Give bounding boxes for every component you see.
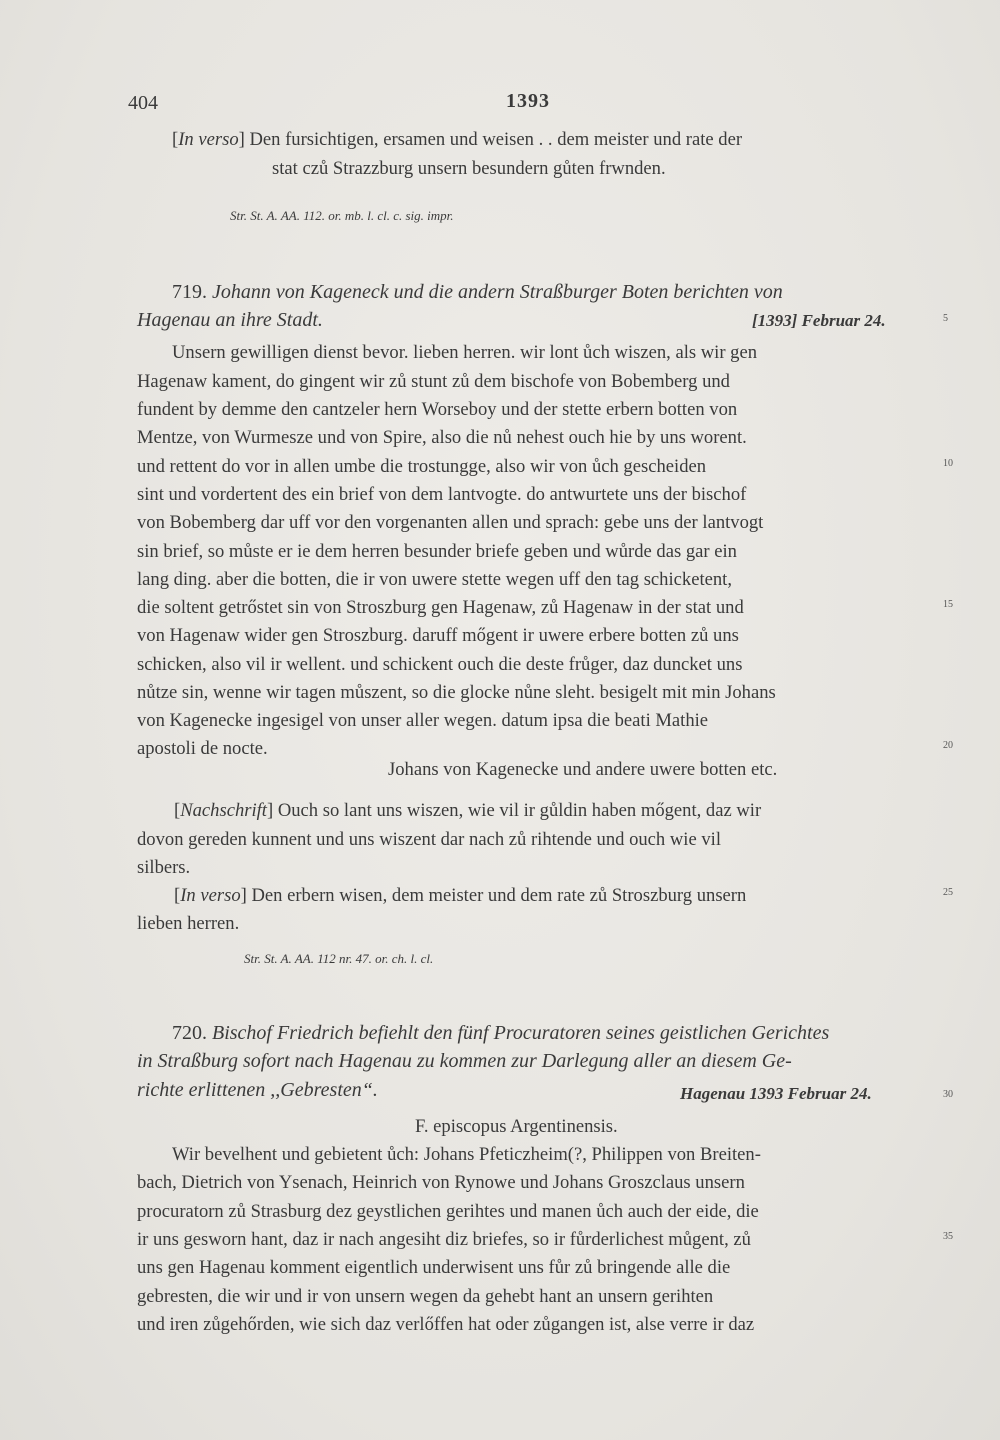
text-line: ir uns gesworn hant, daz ir nach angesiht diz briefes, so ir fůrderlichest můgent, zů — [137, 1229, 751, 1250]
document-title-719-cont: Hagenau an ihre Stadt. — [137, 309, 323, 331]
text-line: von Bobemberg dar uff vor den vorgenanten allen und sprach: gebe uns der lantvogt — [137, 512, 764, 533]
text-line: bach, Dietrich von Ysenach, Heinrich von Rynowe und Johans Groszclaus unsern — [137, 1172, 745, 1193]
archive-reference: Str. St. A. AA. 112. or. mb. l. cl. c. sig. impr. — [230, 208, 454, 223]
text-line: und iren zůgehőrden, wie sich daz verlőffen hat oder zůgangen ist, alse verre ir daz — [137, 1314, 755, 1335]
text-line: und rettent do vor in allen umbe die trostungge, also wir von ůch gescheiden — [137, 456, 707, 477]
verso-line-2: lieben herren. — [137, 913, 240, 934]
document-title-720-end: richte erlittenen ,,Gebresten“. — [137, 1079, 378, 1101]
text-line: Unsern gewilligen dienst bevor. lieben herren. wir lont ůch wiszen, als wir gen — [172, 342, 758, 363]
text-line: von Hagenaw wider gen Stroszburg. daruff mőgent ir uwere erbere botten zů uns — [137, 625, 739, 646]
document-date-720: Hagenau 1393 Februar 24. — [680, 1084, 872, 1103]
text-line: Mentze, von Wurmesze und von Spire, also die nů nehest ouch hie by uns worent. — [137, 427, 747, 448]
text-line: von Kagenecke ingesigel von unser aller wegen. datum ipsa die beati Mathie — [137, 710, 709, 731]
document-title-719: 719. Johann von Kageneck und die andern Straßburger Boten berichten von — [172, 281, 783, 303]
text-line: die soltent getrőstet sin von Stroszburg gen Hagenaw, zů Hagenaw in der stat und — [137, 597, 744, 618]
line-number: 15 — [943, 599, 953, 610]
line-number: 20 — [943, 740, 953, 751]
text-line: gebresten, die wir und ir von unsern wegen da gehebt hant an unsern gerihten — [137, 1286, 714, 1307]
text-line: sint und vordertent des ein brief von dem lantvogte. do antwurtete uns der bischof — [137, 484, 747, 505]
line-number: 30 — [943, 1089, 953, 1100]
line-number: 5 — [943, 313, 948, 324]
text-line: Hagenaw kament, do gingent wir zů stunt zů dem bischofe von Bobemberg und — [137, 371, 730, 392]
line-number: 35 — [943, 1231, 953, 1242]
text-line: sin brief, so můste er ie dem herren besunder briefe geben und wůrde das gar ein — [137, 541, 737, 562]
verso-address-line-1: [In verso] Den fursichtigen, ersamen und weisen . . dem meister und rate der — [172, 129, 743, 150]
page-number: 404 — [128, 92, 158, 114]
document-title-720: 720. Bischof Friedrich befiehlt den fünf Procuratoren seines geistlichen Gerichtes — [172, 1022, 830, 1044]
running-year: 1393 — [506, 90, 550, 112]
verso-line-1: [In verso] Den erbern wisen, dem meister und dem rate zů Stroszburg unsern — [174, 885, 747, 906]
text-line: nůtze sin, wenne wir tagen můszent, so die glocke nůne sleht. besigelt mit min Johans — [137, 682, 776, 703]
text-line: apostoli de nocte. — [137, 738, 268, 759]
text-line: Wir bevelhent und gebietent ůch: Johans Pfeticzheim(?, Philippen von Breiten- — [172, 1144, 761, 1165]
verso-address-line-2: stat czů Strazzburg unsern besundern gůten frwnden. — [272, 158, 666, 179]
text-line: procuratorn zů Strasburg dez geystlichen gerihtes und manen ůch auch der eide, die — [137, 1201, 759, 1222]
line-number: 10 — [943, 458, 953, 469]
archive-reference-719: Str. St. A. AA. 112 nr. 47. or. ch. l. cl. — [244, 951, 434, 966]
line-number: 25 — [943, 887, 953, 898]
postscript-line-2: dovon gereden kunnent und uns wiszent dar nach zů rihtende und ouch wie vil — [137, 829, 721, 850]
document-title-720-cont: in Straßburg sofort nach Hagenau zu kommen zur Darlegung aller an diesem Ge- — [137, 1050, 792, 1072]
document-date-719: [1393] Februar 24. — [752, 311, 886, 330]
signature-line: Johans von Kagenecke und andere uwere botten etc. — [388, 759, 778, 780]
addressee-line: F. episcopus Argentinensis. — [415, 1116, 618, 1137]
text-line: fundent by demme den cantzeler hern Worseboy und der stette erbern botten von — [137, 399, 738, 420]
text-line: lang ding. aber die botten, die ir von uwere stette wegen uff den tag schicketent, — [137, 569, 732, 590]
text-line: schicken, also vil ir wellent. und schickent ouch die deste frůger, daz duncket uns — [137, 654, 743, 675]
text-line: uns gen Hagenau komment eigentlich underwisent uns fůr zů bringende alle die — [137, 1257, 731, 1278]
postscript-line-3: silbers. — [137, 857, 191, 878]
postscript-line-1: [Nachschrift] Ouch so lant uns wiszen, wie vil ir gůldin haben mőgent, daz wir — [174, 800, 762, 821]
